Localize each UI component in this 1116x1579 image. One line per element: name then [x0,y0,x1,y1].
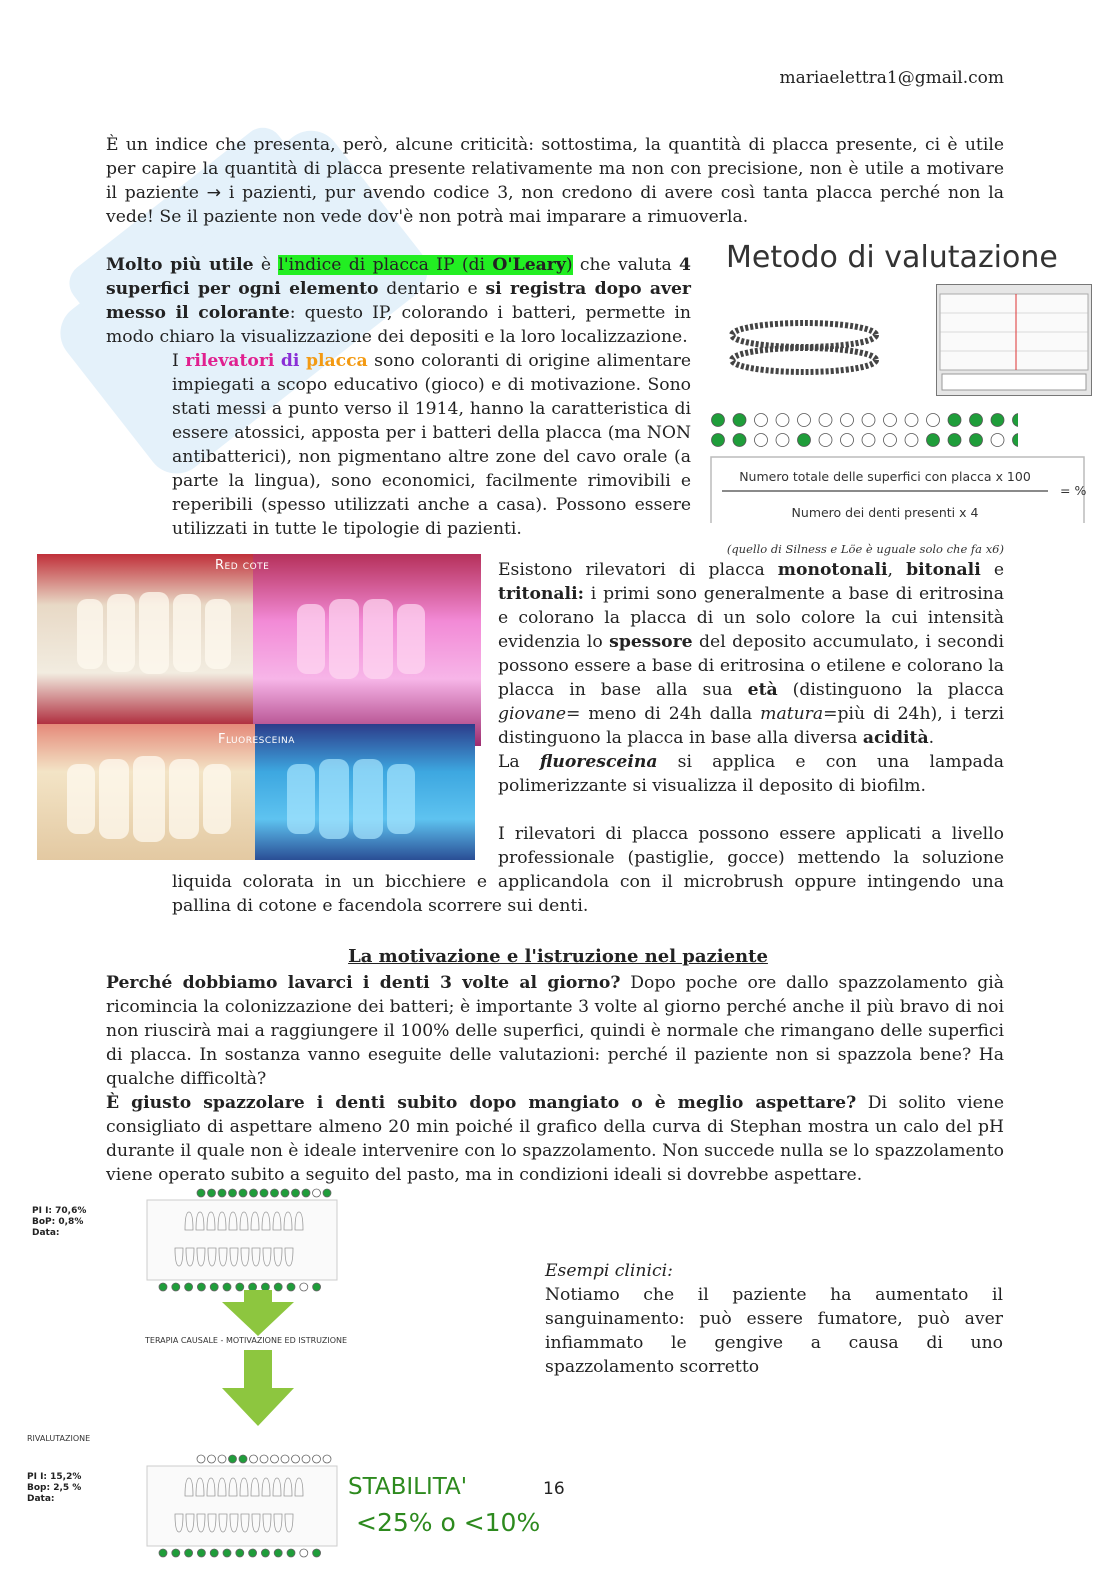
paragraph-applicazione-line2: professionale (pastiglie, gocce) mettendo la soluzione [498,848,1004,868]
stability-title: STABILITA' [348,1474,468,1500]
examples-text: Notiamo che il paziente ha aumentato il sanguinamento: può essere fumatore, può aver infiammato le gengive a causa di uno spazzolamento scorretto [545,1285,1003,1377]
figure-method-title: Metodo di valutazione [726,240,1058,275]
chart-after [145,1452,339,1562]
disclosing-agent-photos [37,554,481,860]
page-number: 16 [543,1479,565,1499]
paragraph-applicazione-line1: I rilevatori di placca possono essere applicati a livello [498,824,1004,844]
after-stats: PI I: 15,2% Bop: 2,5 % Data: [27,1472,82,1504]
formula-numerator: Numero totale delle superfici con placca x 100 [739,469,1031,484]
stability-value: <25% o <10% [356,1508,541,1537]
paragraph-oleary-index: Molto più utile è l'indice di placca IP (di O'Leary) che valuta 4 superfici per ogni elemento dentario e si registra dopo aver messo il colorante: questo IP, colorando i batteri, permette in modo chiaro la visualizzazione dei depositi e la loro localizzazione. [106,255,691,347]
paragraph-fluoresceina: La fluoresceina si applica e con una lampada polimerizzante si visualizza il deposito di biofilm. [498,752,1005,796]
arrow-icon: → [206,183,222,203]
formula-denominator: Numero dei denti presenti x 4 [791,505,979,520]
section-title: La motivazione e l'istruzione nel paziente [348,946,768,967]
dental-arch-diagram [726,310,886,385]
paragraph-rilevatori: I rilevatori di placca sono coloranti di origine alimentare impiegati a scopo educativo (gioco) e di motivazione. Sono stati messi a punto verso il 1914, hanno la caratteristica di essere atossici, apposta per i batteri della placca (ma NON antibatterici), non pigmentano altre zone del cavo orale (a parte la lingua), sono economici, facilmente rimovibili e reperibili (spesso utilizzati anche a casa). Possono essere utilizzati in tutte le tipologie di pazienti. [172,351,691,539]
paragraph-applicazione-rest: liquida colorata in un bicchiere e applicandola con il microbrush oppure intingendo una pallina di cotone e facendola scorrere sui denti. [172,872,1004,916]
arrow-down-icon-2 [222,1350,294,1426]
before-stats: PI I: 70,6% BoP: 0,8% Data: [32,1206,87,1238]
formula-box [710,455,1090,523]
paragraph-dopo-mangiato: È giusto spazzolare i denti subito dopo mangiato o è meglio aspettare? Di solito viene consigliato di aspettare almeno 20 min poiché il grafico della curva di Stephan mostra un calo del pH durante il quale non è ideale intervenire con lo spazzolamento. Non succede nulla se lo spazzolamento viene operato subito a seguito del pasto, ma in condizioni ideali si dovrebbe aspettare. [106,1093,1004,1185]
paragraph-criticita: È un indice che presenta, però, alcune criticità: sottostima, la quantità di placca presente, ci è utile per capire la quantità di placca presente relativamente ma non con precisione, non è utile a motivare il paziente → i pazienti, pur avendo codice 3, non credono di avere così tanta placca perché non la vede! Se il paziente non vede dov'è non potrà mai imparare a rimuoverla. [106,135,1005,227]
paragraph-tipi-rilevatori: Esistono rilevatori di placca monotonali, bitonali e tritonali: i primi sono generalmente a base di eritrosina e colorano la placca di un solo colore la cui intensità evidenzia lo spessore del deposito accumulato, i secondi possono essere a base di eritrosina o etilene e colorano la placca in base alla sua età (distinguono la placca giovane= meno di 24h dalla matura=più di 24h), i terzi distinguono la placca in base alla diversa acidità. [498,560,1005,748]
figure-caption: (quello di Silness e Löe è uguale solo che fa x6) [726,542,1004,556]
author-email: mariaelettra1@gmail.com [779,68,1004,88]
reval-label: RIVALUTAZIONE [27,1434,91,1443]
examples-title: Esempi clinici: [545,1261,673,1281]
photo-label-fluoresceina: Fluoresceina [218,732,295,747]
chart-before [145,1186,339,1296]
plaque-surface-circles [708,410,1018,450]
photo-label-redcote: Red cote [215,558,270,573]
formula-result: = % [1060,483,1087,498]
arrow-down-icon-1 [222,1290,294,1336]
software-chart-screenshot [936,284,1092,396]
highlight-oleary: l'indice di placca IP (di O'Leary) [278,255,573,275]
therapy-label: TERAPIA CAUSALE - MOTIVAZIONE ED ISTRUZIONE [145,1336,348,1345]
paragraph-tre-volte: Perché dobbiamo lavarci i denti 3 volte al giorno? Dopo poche ore dallo spazzolamento già ricomincia la colonizzazione dei batteri; è importante 3 volte al giorno perché anche il più bravo di noi non riuscirà mai a raggiungere il 100% delle superfici, quindi è normale che rimangano delle superfici di placca. In sostanza vanno eseguite delle valutazioni: perché il paziente non si spazzola bene? Ha qualche difficoltà? [106,973,1004,1089]
